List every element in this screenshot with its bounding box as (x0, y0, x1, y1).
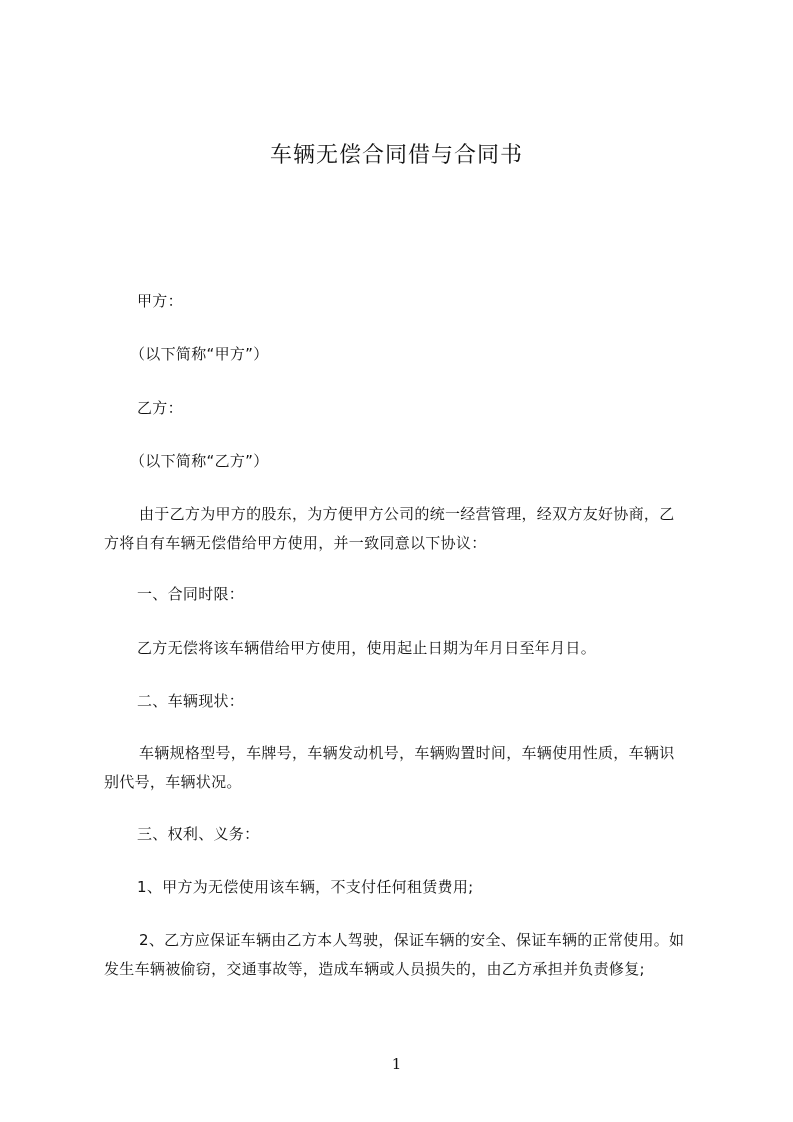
section-2-line-1: 车辆规格型号，车牌号，车辆发动机号，车辆购置时间，车辆使用性质，车辆识 (139, 744, 675, 762)
intro-line-2: 方将自有车辆无偿借给甲方使用，并一致同意以下协议： (104, 534, 487, 552)
party-b-label: 乙方： (137, 399, 183, 417)
section-2-line-2: 别代号，车辆状况。 (104, 773, 242, 791)
party-a-alias: （以下简称“甲方”） (130, 345, 269, 363)
section-1-body: 乙方无偿将该车辆借给甲方使用，使用起止日期为年月日至年月日。 (137, 639, 597, 657)
section-2-heading: 二、车辆现状： (137, 692, 245, 710)
page-number: 1 (391, 1055, 402, 1073)
obligation-item-2-line-1: 2、乙方应保证车辆由乙方本人驾驶，保证车辆的安全、保证车辆的正常使用。如 (139, 931, 685, 949)
party-b-alias: （以下简称“乙方”） (130, 452, 269, 470)
obligation-item-1: 1、甲方为无偿使用该车辆，不支付任何租赁费用; (137, 878, 474, 896)
obligation-item-2-line-2: 发生车辆被偷窃，交通事故等，造成车辆或人员损失的，由乙方承担并负责修复; (104, 960, 645, 978)
intro-line-1: 由于乙方为甲方的股东，为方便甲方公司的统一经营管理，经双方友好协商，乙 (139, 505, 675, 523)
party-a-label: 甲方： (137, 292, 183, 310)
section-3-heading: 三、权利、义务： (137, 825, 260, 843)
section-1-heading: 一、合同时限： (137, 585, 245, 603)
document-title: 车辆无偿合同借与合同书 (269, 143, 523, 168)
